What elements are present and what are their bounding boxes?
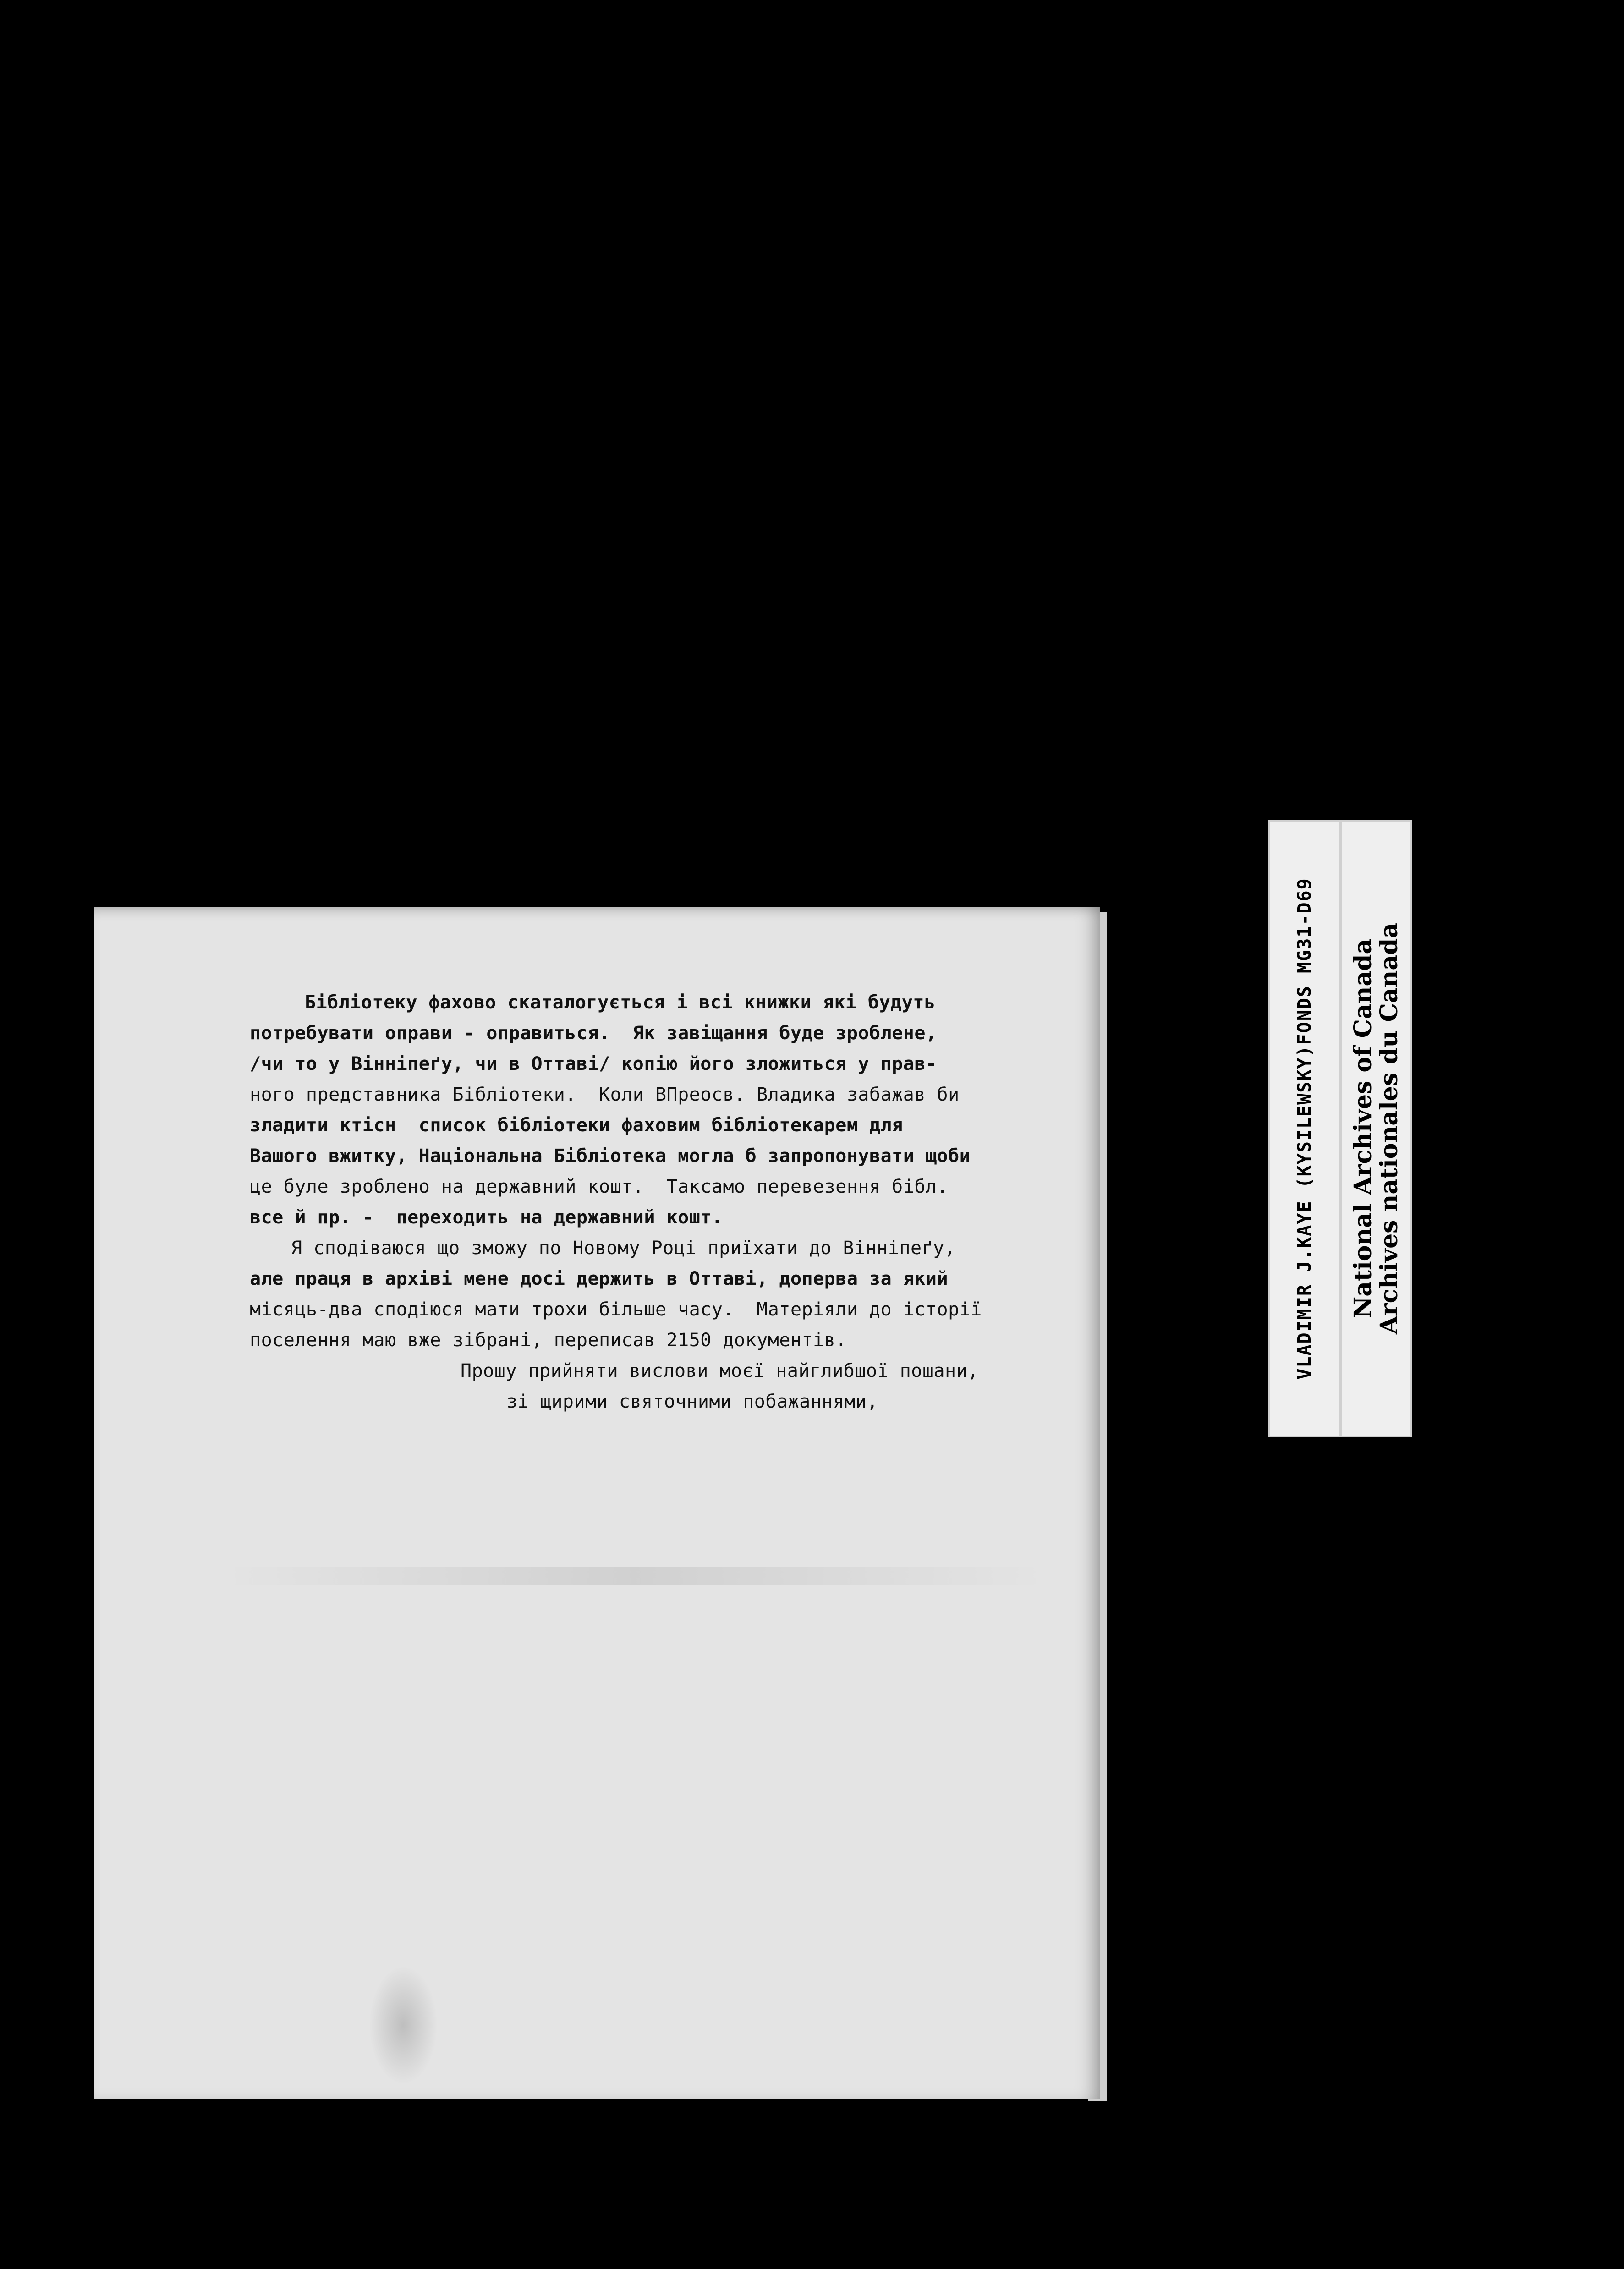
letter-line: потребувати оправи - оправиться. Як завіщання буде зроблене, — [250, 1023, 937, 1044]
archives-label-strip — [1340, 820, 1412, 1437]
letter-line: ного представника Бібліотеки. Коли ВПреосв. Владика забажав би — [250, 1084, 960, 1105]
letter-line: Я сподіваюся що зможу по Новому Році приїхати до Вінніпеґу, — [291, 1238, 956, 1259]
letter-line: /чи то у Вінніпеґу, чи в Оттаві/ копію його зложиться у прав- — [250, 1053, 937, 1074]
archives-label — [1350, 923, 1402, 1334]
letter-line: все й пр. - переходить на державний кошт. — [250, 1207, 723, 1228]
letter-closing-line: зі щирими святочними побажаннями, — [506, 1391, 878, 1412]
letter-line: зладити ктiсн список бібліотеки фаховим бібліотекарем для — [250, 1115, 903, 1136]
letter-line: поселення маю вже зібрані, переписав 2150 документів. — [250, 1330, 847, 1351]
letter-line: місяць-два сподіюся мати трохи більше часу. Матеріяли до історії — [250, 1299, 982, 1320]
fonds-label-strip — [1268, 820, 1341, 1437]
letter-line: але праця в архіві мене досі держить в Оттаві, доперва за який — [250, 1268, 949, 1289]
archives-name-fr: Archives nationales du Canada — [1375, 922, 1403, 1335]
archives-name-en: National Archives of Canada — [1349, 938, 1377, 1319]
letter-line: це буле зроблено на державний кошт. Таксамо перевезення бібл. — [250, 1176, 949, 1197]
letter-line: Бібліотеку фахово скаталогується і всі книжки які будуть — [305, 992, 936, 1013]
letter-body — [94, 907, 1100, 2099]
letter-line: Вашого вжитку, Національна Бібліотека могла б запропонувати щоби — [250, 1145, 971, 1167]
typed-letter-page — [94, 907, 1100, 2099]
letter-closing-line: Прошу прийняти вислови моєї найглибшої пошани, — [461, 1360, 979, 1381]
fonds-label: VLADIMIR J.KAYE (KYSILEWSKY)FONDS MG31-D69 — [1294, 877, 1315, 1380]
